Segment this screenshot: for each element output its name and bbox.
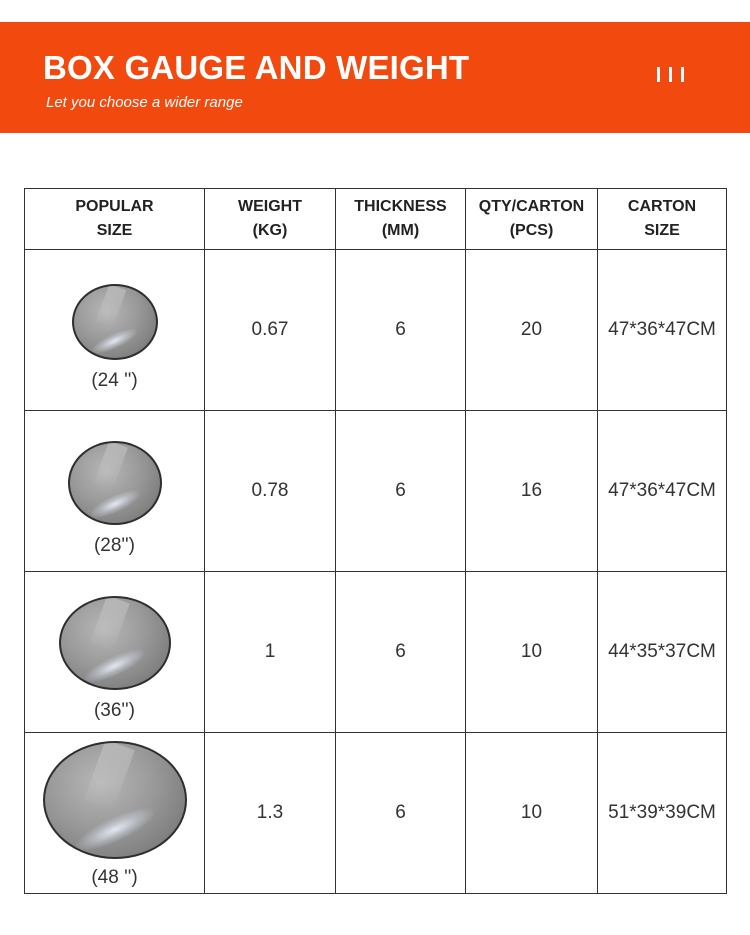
spec-table: [24, 188, 727, 894]
weight-cell: 1.3: [205, 733, 336, 894]
table-header-row: [25, 189, 727, 250]
size-label: (28''): [93, 535, 136, 556]
weight-cell: 0.78: [205, 411, 336, 572]
size-label: (24 ''): [91, 370, 138, 391]
header-carton-size: [598, 189, 727, 250]
header-line: QTY/CARTON: [478, 198, 585, 215]
header-line: (KG): [252, 222, 288, 239]
header-thickness: [336, 189, 466, 250]
size-cell: [25, 572, 205, 733]
size-label: (36''): [93, 700, 136, 721]
header-line: (PCS): [509, 222, 554, 239]
header-line: (MM): [381, 222, 420, 239]
thickness-cell: 6: [336, 411, 466, 572]
weight-cell: 1: [205, 572, 336, 733]
header-line: WEIGHT: [238, 198, 302, 215]
table-row: [25, 411, 727, 572]
qty-cell: 10: [466, 733, 598, 894]
table-row: [25, 572, 727, 733]
thickness-cell: 6: [336, 733, 466, 894]
round-mirror-image: [59, 596, 171, 690]
header-line: THICKNESS: [354, 198, 447, 215]
qty-cell: 10: [466, 572, 598, 733]
three-bars-icon: [657, 67, 687, 83]
thickness-cell: 6: [336, 250, 466, 411]
header-popular-size: [25, 189, 205, 250]
size-cell: [25, 733, 205, 894]
header-line: POPULAR: [75, 198, 154, 215]
carton-size-cell: 47*36*47CM: [598, 250, 727, 411]
header-weight: [205, 189, 336, 250]
header-qty-carton: [466, 189, 598, 250]
round-mirror-image: [68, 441, 162, 525]
header-banner: [0, 22, 750, 133]
header-line: SIZE: [644, 222, 680, 239]
thickness-cell: 6: [336, 572, 466, 733]
qty-cell: 20: [466, 250, 598, 411]
carton-size-cell: 44*35*37CM: [598, 572, 727, 733]
round-mirror-image: [72, 284, 158, 360]
size-cell: [25, 411, 205, 572]
size-cell: [25, 250, 205, 411]
banner-title: BOX GAUGE AND WEIGHT: [43, 49, 470, 86]
carton-size-cell: 47*36*47CM: [598, 411, 727, 572]
weight-cell: 0.67: [205, 250, 336, 411]
table-row: [25, 733, 727, 894]
header-line: CARTON: [627, 198, 697, 215]
size-label: (48 ''): [91, 867, 138, 888]
header-line: SIZE: [96, 222, 133, 239]
banner-subtitle: Let you choose a wider range: [46, 94, 243, 111]
carton-size-cell: 51*39*39CM: [598, 733, 727, 894]
table-row: [25, 250, 727, 411]
round-mirror-image: [43, 741, 187, 859]
qty-cell: 16: [466, 411, 598, 572]
